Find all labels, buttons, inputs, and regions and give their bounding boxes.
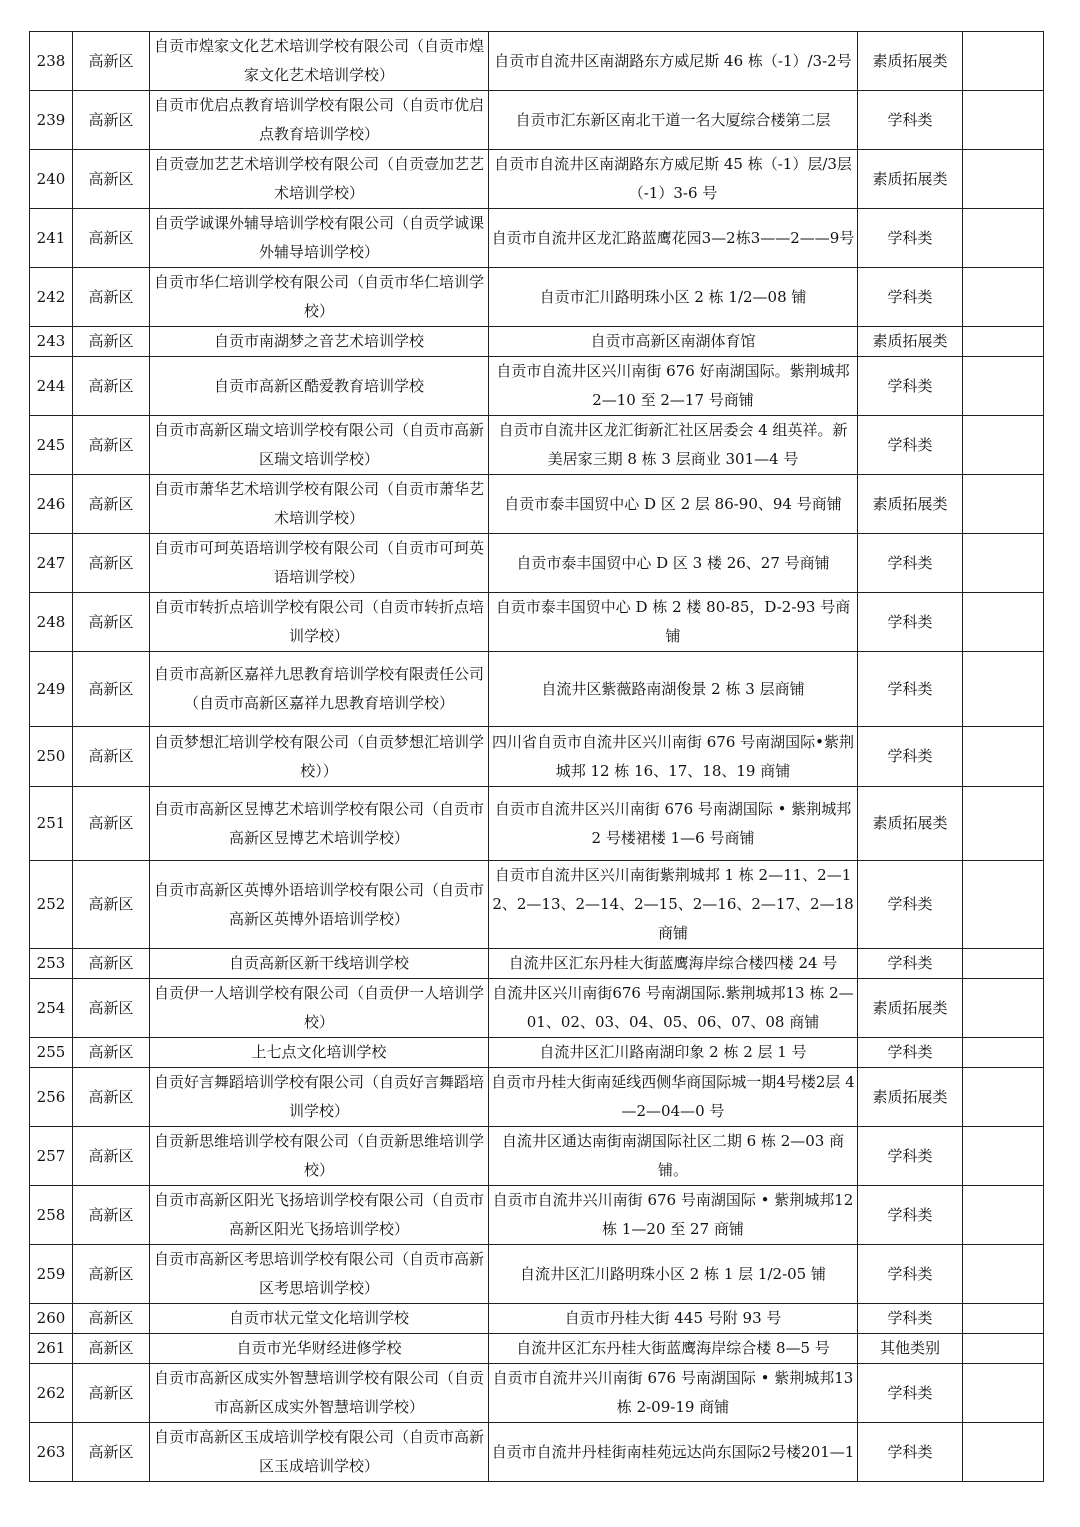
cell-category: 学科类 (858, 1186, 963, 1245)
cell-address: 自贡市汇东新区南北干道一名大厦综合楼第二层 (489, 91, 858, 150)
cell-number: 258 (30, 1186, 73, 1245)
cell-school-name: 自贡学诚课外辅导培训学校有限公司（自贡学诚课外辅导培训学校） (150, 209, 489, 268)
cell-note (963, 416, 1044, 475)
cell-district: 高新区 (73, 593, 150, 652)
cell-note (963, 209, 1044, 268)
cell-school-name: 自贡壹加艺艺术培训学校有限公司（自贡壹加艺艺术培训学校） (150, 150, 489, 209)
cell-note (963, 475, 1044, 534)
cell-school-name: 自贡市萧华艺术培训学校有限公司（自贡市萧华艺术培训学校） (150, 475, 489, 534)
cell-number: 243 (30, 327, 73, 357)
cell-category: 学科类 (858, 534, 963, 593)
cell-note (963, 1245, 1044, 1304)
cell-note (963, 150, 1044, 209)
cell-category: 学科类 (858, 1304, 963, 1334)
cell-note (963, 861, 1044, 949)
cell-school-name: 自贡市华仁培训学校有限公司（自贡市华仁培训学校） (150, 268, 489, 327)
cell-note (963, 268, 1044, 327)
cell-district: 高新区 (73, 209, 150, 268)
cell-number: 260 (30, 1304, 73, 1334)
cell-number: 263 (30, 1423, 73, 1482)
cell-number: 240 (30, 150, 73, 209)
cell-category: 学科类 (858, 268, 963, 327)
cell-school-name: 自贡市光华财经进修学校 (150, 1334, 489, 1364)
cell-district: 高新区 (73, 150, 150, 209)
cell-district: 高新区 (73, 727, 150, 787)
cell-category: 素质拓展类 (858, 327, 963, 357)
cell-number: 245 (30, 416, 73, 475)
cell-district: 高新区 (73, 534, 150, 593)
table-row (30, 1127, 1044, 1186)
table-row (30, 1334, 1044, 1364)
cell-note (963, 327, 1044, 357)
table-row (30, 787, 1044, 861)
table-row (30, 416, 1044, 475)
cell-address: 自贡市丹桂大街 445 号附 93 号 (489, 1304, 858, 1334)
cell-category: 素质拓展类 (858, 32, 963, 91)
cell-note (963, 727, 1044, 787)
cell-address: 自贡市汇川路明珠小区 2 栋 1/2—08 铺 (489, 268, 858, 327)
cell-school-name: 自贡高新区新干线培训学校 (150, 949, 489, 979)
cell-number: 247 (30, 534, 73, 593)
cell-category: 学科类 (858, 652, 963, 727)
cell-category: 学科类 (858, 357, 963, 416)
cell-district: 高新区 (73, 1127, 150, 1186)
cell-school-name: 自贡新思维培训学校有限公司（自贡新思维培训学校） (150, 1127, 489, 1186)
cell-number: 238 (30, 32, 73, 91)
cell-school-name: 自贡市煌家文化艺术培训学校有限公司（自贡市煌家文化艺术培训学校） (150, 32, 489, 91)
cell-school-name: 自贡梦想汇培训学校有限公司（自贡梦想汇培训学校）） (150, 727, 489, 787)
table-row (30, 357, 1044, 416)
cell-note (963, 1068, 1044, 1127)
cell-number: 248 (30, 593, 73, 652)
table-row (30, 652, 1044, 727)
table-row (30, 475, 1044, 534)
cell-category: 素质拓展类 (858, 979, 963, 1038)
cell-note (963, 32, 1044, 91)
table-row (30, 1038, 1044, 1068)
cell-school-name: 自贡市高新区酷爱教育培训学校 (150, 357, 489, 416)
table-row (30, 1423, 1044, 1482)
cell-district: 高新区 (73, 1186, 150, 1245)
cell-address: 自流井区紫薇路南湖俊景 2 栋 3 层商铺 (489, 652, 858, 727)
table-row (30, 949, 1044, 979)
cell-school-name: 自贡市高新区考思培训学校有限公司（自贡市高新区考思培训学校） (150, 1245, 489, 1304)
cell-district: 高新区 (73, 91, 150, 150)
cell-school-name: 自贡市可珂英语培训学校有限公司（自贡市可珂英语培训学校） (150, 534, 489, 593)
cell-number: 249 (30, 652, 73, 727)
cell-number: 255 (30, 1038, 73, 1068)
table-row (30, 593, 1044, 652)
cell-district: 高新区 (73, 1038, 150, 1068)
table-row (30, 1364, 1044, 1423)
cell-note (963, 357, 1044, 416)
cell-school-name: 自贡伊一人培训学校有限公司（自贡伊一人培训学校） (150, 979, 489, 1038)
school-registry-table (29, 31, 1044, 1482)
cell-district: 高新区 (73, 652, 150, 727)
cell-school-name: 自贡市高新区阳光飞扬培训学校有限公司（自贡市高新区阳光飞扬培训学校） (150, 1186, 489, 1245)
cell-category: 学科类 (858, 1423, 963, 1482)
cell-school-name: 自贡市高新区玉成培训学校有限公司（自贡市高新区玉成培训学校） (150, 1423, 489, 1482)
table-row (30, 861, 1044, 949)
cell-address: 自贡市自流井区兴川南街 676 好南湖国际。紫荆城邦 2—10 至 2—17 号商铺 (489, 357, 858, 416)
table-row (30, 91, 1044, 150)
cell-school-name: 自贡市状元堂文化培训学校 (150, 1304, 489, 1334)
cell-address: 自贡市高新区南湖体育馆 (489, 327, 858, 357)
cell-number: 244 (30, 357, 73, 416)
cell-district: 高新区 (73, 1068, 150, 1127)
cell-district: 高新区 (73, 357, 150, 416)
table-row (30, 268, 1044, 327)
cell-district: 高新区 (73, 416, 150, 475)
cell-category: 学科类 (858, 91, 963, 150)
cell-address: 四川省自贡市自流井区兴川南街 676 号南湖国际•紫荆城邦 12 栋 16、17、18、19 商铺 (489, 727, 858, 787)
cell-note (963, 1364, 1044, 1423)
cell-district: 高新区 (73, 1364, 150, 1423)
cell-number: 251 (30, 787, 73, 861)
table-row (30, 150, 1044, 209)
cell-note (963, 1186, 1044, 1245)
cell-school-name: 自贡市高新区英博外语培训学校有限公司（自贡市高新区英博外语培训学校） (150, 861, 489, 949)
cell-district: 高新区 (73, 1304, 150, 1334)
cell-category: 素质拓展类 (858, 475, 963, 534)
table-row (30, 534, 1044, 593)
cell-address: 自贡市泰丰国贸中心 D 区 3 楼 26、27 号商铺 (489, 534, 858, 593)
cell-category: 学科类 (858, 727, 963, 787)
cell-school-name: 自贡市优启点教育培训学校有限公司（自贡市优启点教育培训学校） (150, 91, 489, 150)
cell-address: 自流井区汇川路明珠小区 2 栋 1 层 1/2-05 铺 (489, 1245, 858, 1304)
cell-address: 自贡市自流井兴川南街 676 号南湖国际 • 紫荆城邦13 栋 2-09-19 商铺 (489, 1364, 858, 1423)
cell-note (963, 1423, 1044, 1482)
cell-number: 262 (30, 1364, 73, 1423)
cell-address: 自贡市自流井区南湖路东方威尼斯 46 栋（-1）/3-2号 (489, 32, 858, 91)
cell-address: 自贡市自流井区兴川南街 676 号南湖国际 • 紫荆城邦 2 号楼裙楼 1—6 号商铺 (489, 787, 858, 861)
cell-address: 自贡市泰丰国贸中心 D 栋 2 楼 80-85，D-2-93 号商铺 (489, 593, 858, 652)
cell-number: 259 (30, 1245, 73, 1304)
cell-address: 自贡市自流井区兴川南街紫荆城邦 1 栋 2—11、2—12、2—13、2—14、2—15、2—16、2—17、2—18 商铺 (489, 861, 858, 949)
cell-school-name: 自贡市转折点培训学校有限公司（自贡市转折点培训学校） (150, 593, 489, 652)
cell-school-name: 自贡好言舞蹈培训学校有限公司（自贡好言舞蹈培训学校） (150, 1068, 489, 1127)
cell-number: 252 (30, 861, 73, 949)
cell-address: 自流井区通达南街南湖国际社区二期 6 栋 2—03 商铺。 (489, 1127, 858, 1186)
cell-number: 254 (30, 979, 73, 1038)
table-row (30, 1245, 1044, 1304)
cell-note (963, 534, 1044, 593)
table-row (30, 1186, 1044, 1245)
cell-note (963, 1304, 1044, 1334)
cell-note (963, 787, 1044, 861)
cell-note (963, 652, 1044, 727)
cell-district: 高新区 (73, 1245, 150, 1304)
cell-address: 自贡市自流井区龙汇街新汇社区居委会 4 组英祥。新美居家三期 8 栋 3 层商业 301—4 号 (489, 416, 858, 475)
cell-number: 246 (30, 475, 73, 534)
cell-category: 素质拓展类 (858, 1068, 963, 1127)
cell-address: 自流井区汇东丹桂大街蓝鹰海岸综合楼四楼 24 号 (489, 949, 858, 979)
cell-category: 学科类 (858, 949, 963, 979)
cell-category: 学科类 (858, 416, 963, 475)
cell-category: 学科类 (858, 861, 963, 949)
cell-address: 自贡市自流井兴川南街 676 号南湖国际 • 紫荆城邦12 栋 1—20 至 27 商铺 (489, 1186, 858, 1245)
cell-district: 高新区 (73, 787, 150, 861)
cell-number: 239 (30, 91, 73, 150)
cell-school-name: 自贡市高新区成实外智慧培训学校有限公司（自贡市高新区成实外智慧培训学校） (150, 1364, 489, 1423)
cell-note (963, 1038, 1044, 1068)
cell-district: 高新区 (73, 1423, 150, 1482)
cell-district: 高新区 (73, 979, 150, 1038)
cell-school-name: 自贡市高新区嘉祥九思教育培训学校有限责任公司（自贡市高新区嘉祥九思教育培训学校） (150, 652, 489, 727)
cell-note (963, 1334, 1044, 1364)
cell-address: 自流井区兴川南街676 号南湖国际.紫荆城邦13 栋 2—01、02、03、04、05、06、07、08 商铺 (489, 979, 858, 1038)
cell-category: 学科类 (858, 209, 963, 268)
cell-note (963, 949, 1044, 979)
cell-number: 261 (30, 1334, 73, 1364)
cell-category: 其他类别 (858, 1334, 963, 1364)
cell-category: 学科类 (858, 593, 963, 652)
cell-address: 自贡市丹桂大街南延线西侧华商国际城一期4号楼2层 4—2—04—0 号 (489, 1068, 858, 1127)
cell-school-name: 自贡市高新区昱博艺术培训学校有限公司（自贡市高新区昱博艺术培训学校） (150, 787, 489, 861)
cell-category: 学科类 (858, 1127, 963, 1186)
cell-address: 自流井区汇东丹桂大街蓝鹰海岸综合楼 8—5 号 (489, 1334, 858, 1364)
cell-number: 253 (30, 949, 73, 979)
cell-number: 242 (30, 268, 73, 327)
table-row (30, 727, 1044, 787)
table-row (30, 209, 1044, 268)
cell-number: 256 (30, 1068, 73, 1127)
cell-district: 高新区 (73, 861, 150, 949)
table-body (30, 32, 1044, 1482)
cell-district: 高新区 (73, 32, 150, 91)
cell-number: 257 (30, 1127, 73, 1186)
cell-note (963, 979, 1044, 1038)
cell-district: 高新区 (73, 949, 150, 979)
cell-school-name: 上七点文化培训学校 (150, 1038, 489, 1068)
cell-category: 素质拓展类 (858, 787, 963, 861)
cell-category: 学科类 (858, 1364, 963, 1423)
cell-category: 学科类 (858, 1245, 963, 1304)
table-row (30, 327, 1044, 357)
cell-note (963, 593, 1044, 652)
cell-school-name: 自贡市南湖梦之音艺术培训学校 (150, 327, 489, 357)
cell-district: 高新区 (73, 327, 150, 357)
cell-category: 素质拓展类 (858, 150, 963, 209)
cell-note (963, 1127, 1044, 1186)
table-row (30, 1068, 1044, 1127)
cell-note (963, 91, 1044, 150)
cell-district: 高新区 (73, 475, 150, 534)
cell-number: 250 (30, 727, 73, 787)
cell-number: 241 (30, 209, 73, 268)
table-row (30, 1304, 1044, 1334)
table-row (30, 979, 1044, 1038)
cell-address: 自贡市自流井丹桂街南桂苑远达尚东国际2号楼201—1 (489, 1423, 858, 1482)
cell-address: 自贡市泰丰国贸中心 D 区 2 层 86-90、94 号商铺 (489, 475, 858, 534)
cell-category: 学科类 (858, 1038, 963, 1068)
cell-address: 自贡市自流井区龙汇路蓝鹰花园3—2栋3——2——9号 (489, 209, 858, 268)
table-row (30, 32, 1044, 91)
cell-school-name: 自贡市高新区瑞文培训学校有限公司（自贡市高新区瑞文培训学校） (150, 416, 489, 475)
cell-district: 高新区 (73, 1334, 150, 1364)
cell-district: 高新区 (73, 268, 150, 327)
cell-address: 自贡市自流井区南湖路东方威尼斯 45 栋（-1）层/3层（-1）3-6 号 (489, 150, 858, 209)
cell-address: 自流井区汇川路南湖印象 2 栋 2 层 1 号 (489, 1038, 858, 1068)
